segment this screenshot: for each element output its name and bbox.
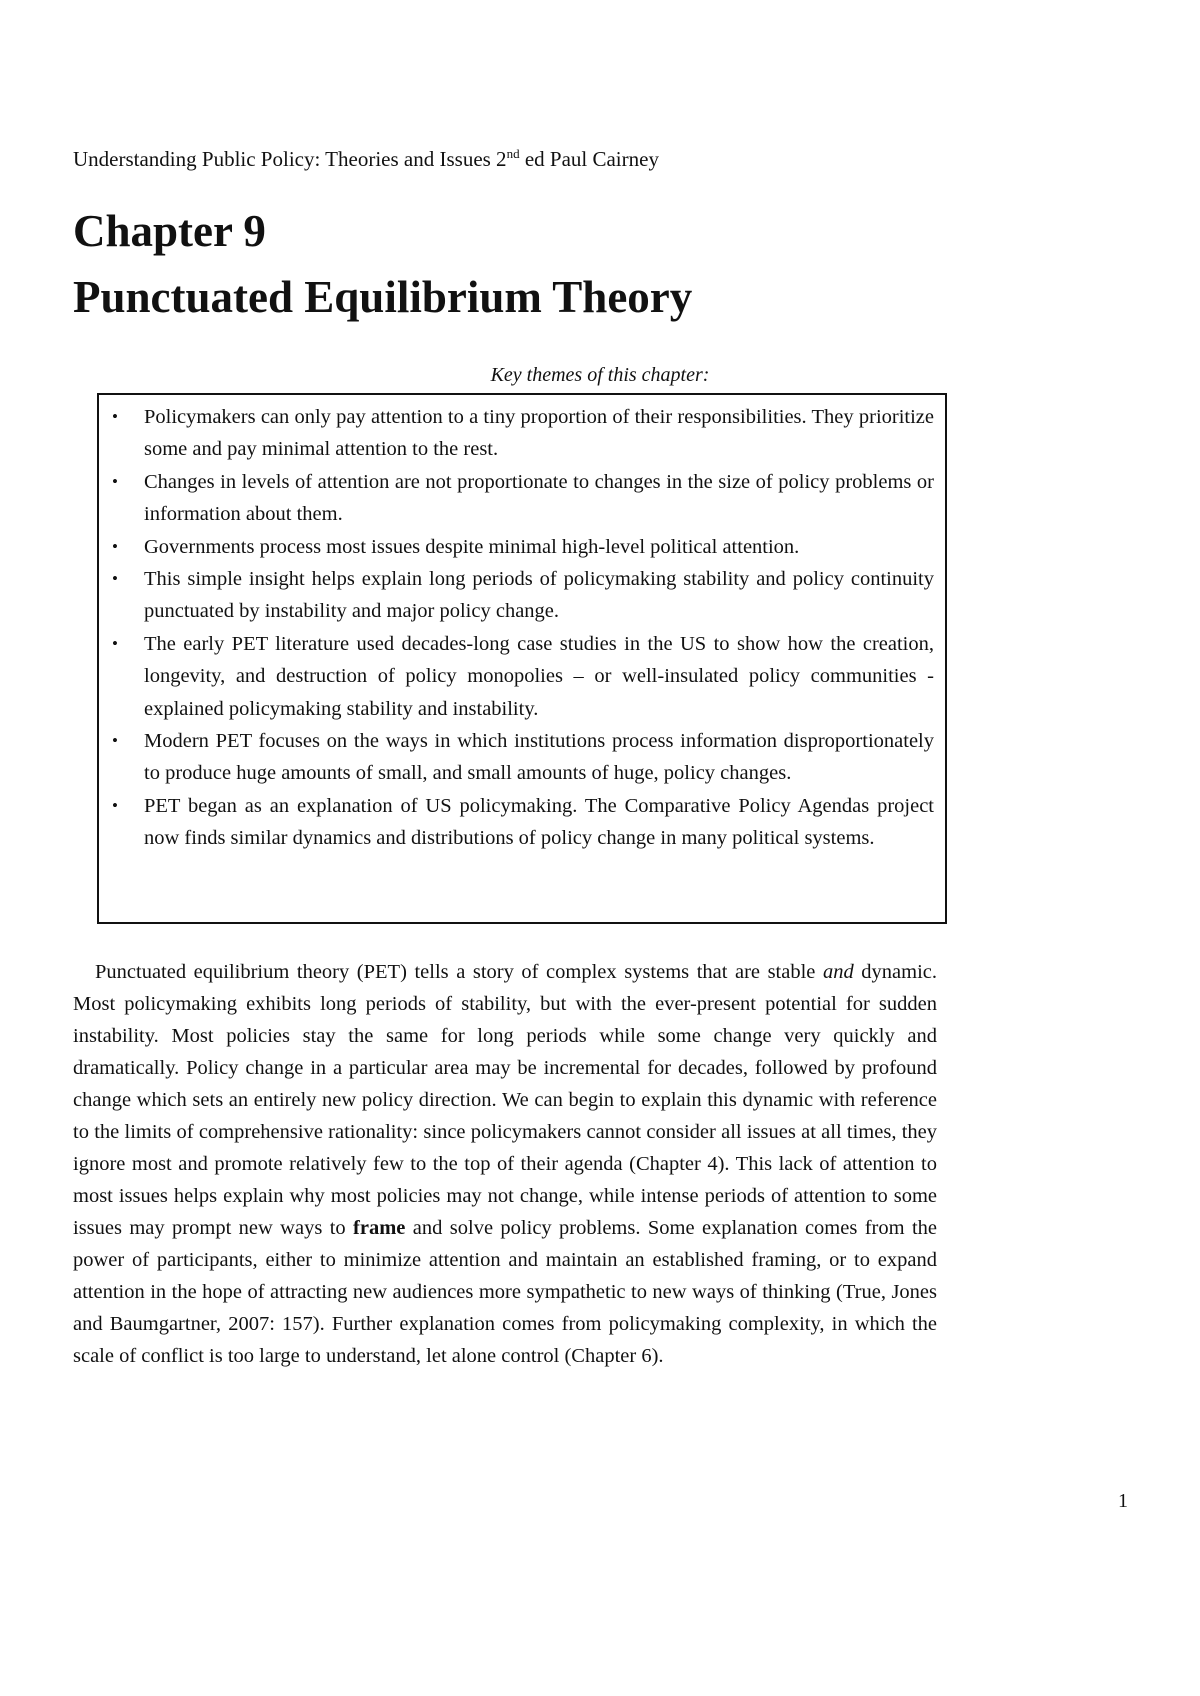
- bullet-icon: •: [112, 471, 118, 491]
- glossary-term-frame: frame: [353, 1217, 406, 1239]
- key-theme-item: [112, 466, 934, 531]
- body-text-end: and solve policy problems. Some explanation comes from the power of participants, either to minimize attention and maintain an established framing, or to expand attention in the hope of attracting new audiences more sympathetic to new ways of thinking (True, Jones and Baumgartner, 2007: 157). Further explanation comes from policymaking complexity, in which the scale of conflict is too large to understand, let alone control (Chapter 6).: [73, 1217, 937, 1367]
- bullet-icon: •: [112, 569, 118, 589]
- chapter-name: Punctuated Equilibrium Theory: [73, 272, 693, 322]
- bullet-icon: •: [112, 536, 118, 556]
- body-text-middle: dynamic. Most policymaking exhibits long periods of stability, but with the ever-present potential for sudden instability. Most policies stay the same for long periods while some change very quickly and dramatically. Policy change in a particular area may be incremental for decades, followed by profound change which sets an entirely new policy direction. We can begin to explain this dynamic with reference to the limits of comprehensive rationality: since policymakers cannot consider all issues at all times, they ignore most and promote relatively few to the top of their agenda (Chapter 4). This lack of attention to most issues helps explain why most policies may not change, while intense periods of attention to some issues may prompt new ways to: [73, 961, 937, 1239]
- key-theme-text: Changes in levels of attention are not proportionate to changes in the size of policy problems or information about them.: [144, 470, 934, 526]
- key-theme-item: [112, 401, 934, 466]
- page-number: 1: [1118, 1490, 1128, 1512]
- key-theme-item: [112, 628, 934, 725]
- key-theme-item: [112, 725, 934, 790]
- key-theme-item: [112, 563, 934, 628]
- chapter-title: [73, 198, 692, 330]
- edition-superscript: nd: [506, 146, 520, 161]
- key-themes-caption: Key themes of this chapter:: [490, 364, 710, 386]
- running-header: [73, 145, 659, 173]
- bullet-icon: •: [112, 633, 118, 653]
- bullet-icon: •: [112, 731, 118, 751]
- emphasis-and: and: [822, 961, 854, 983]
- body-paragraph: [73, 956, 937, 1372]
- key-theme-text: Governments process most issues despite minimal high-level political attention.: [144, 535, 800, 558]
- running-header-text: Understanding Public Policy: Theories and Issues 2: [73, 147, 507, 171]
- key-theme-text: PET began as an explanation of US policymaking. The Comparative Policy Agendas project now finds similar dynamics and distributions of policy change in many political systems.: [144, 794, 934, 850]
- key-theme-item: [112, 790, 934, 855]
- running-header-author: ed Paul Cairney: [519, 147, 659, 171]
- key-theme-text: The early PET literature used decades-long case studies in the US to show how the creation, longevity, and destruction of policy monopolies – or well-insulated policy communities - explained policymaking stability and instability.: [144, 632, 934, 720]
- bullet-icon: •: [112, 795, 118, 815]
- body-text-start: Punctuated equilibrium theory (PET) tells a story of complex systems that are stable: [95, 961, 823, 983]
- key-theme-item: [112, 531, 934, 563]
- chapter-number: Chapter 9: [73, 206, 266, 256]
- key-themes-list: [99, 395, 945, 855]
- bullet-icon: •: [112, 407, 118, 426]
- key-theme-text: This simple insight helps explain long periods of policymaking stability and policy continuity punctuated by instability and major policy change.: [144, 568, 934, 623]
- key-theme-text: Policymakers can only pay attention to a tiny proportion of their responsibilities. They prioritize some and pay minimal attention to the rest.: [144, 406, 934, 461]
- key-theme-text: Modern PET focuses on the ways in which institutions process information disproportionately to produce huge amounts of small, and small amounts of huge, policy changes.: [144, 730, 934, 785]
- key-themes-box: [97, 393, 947, 924]
